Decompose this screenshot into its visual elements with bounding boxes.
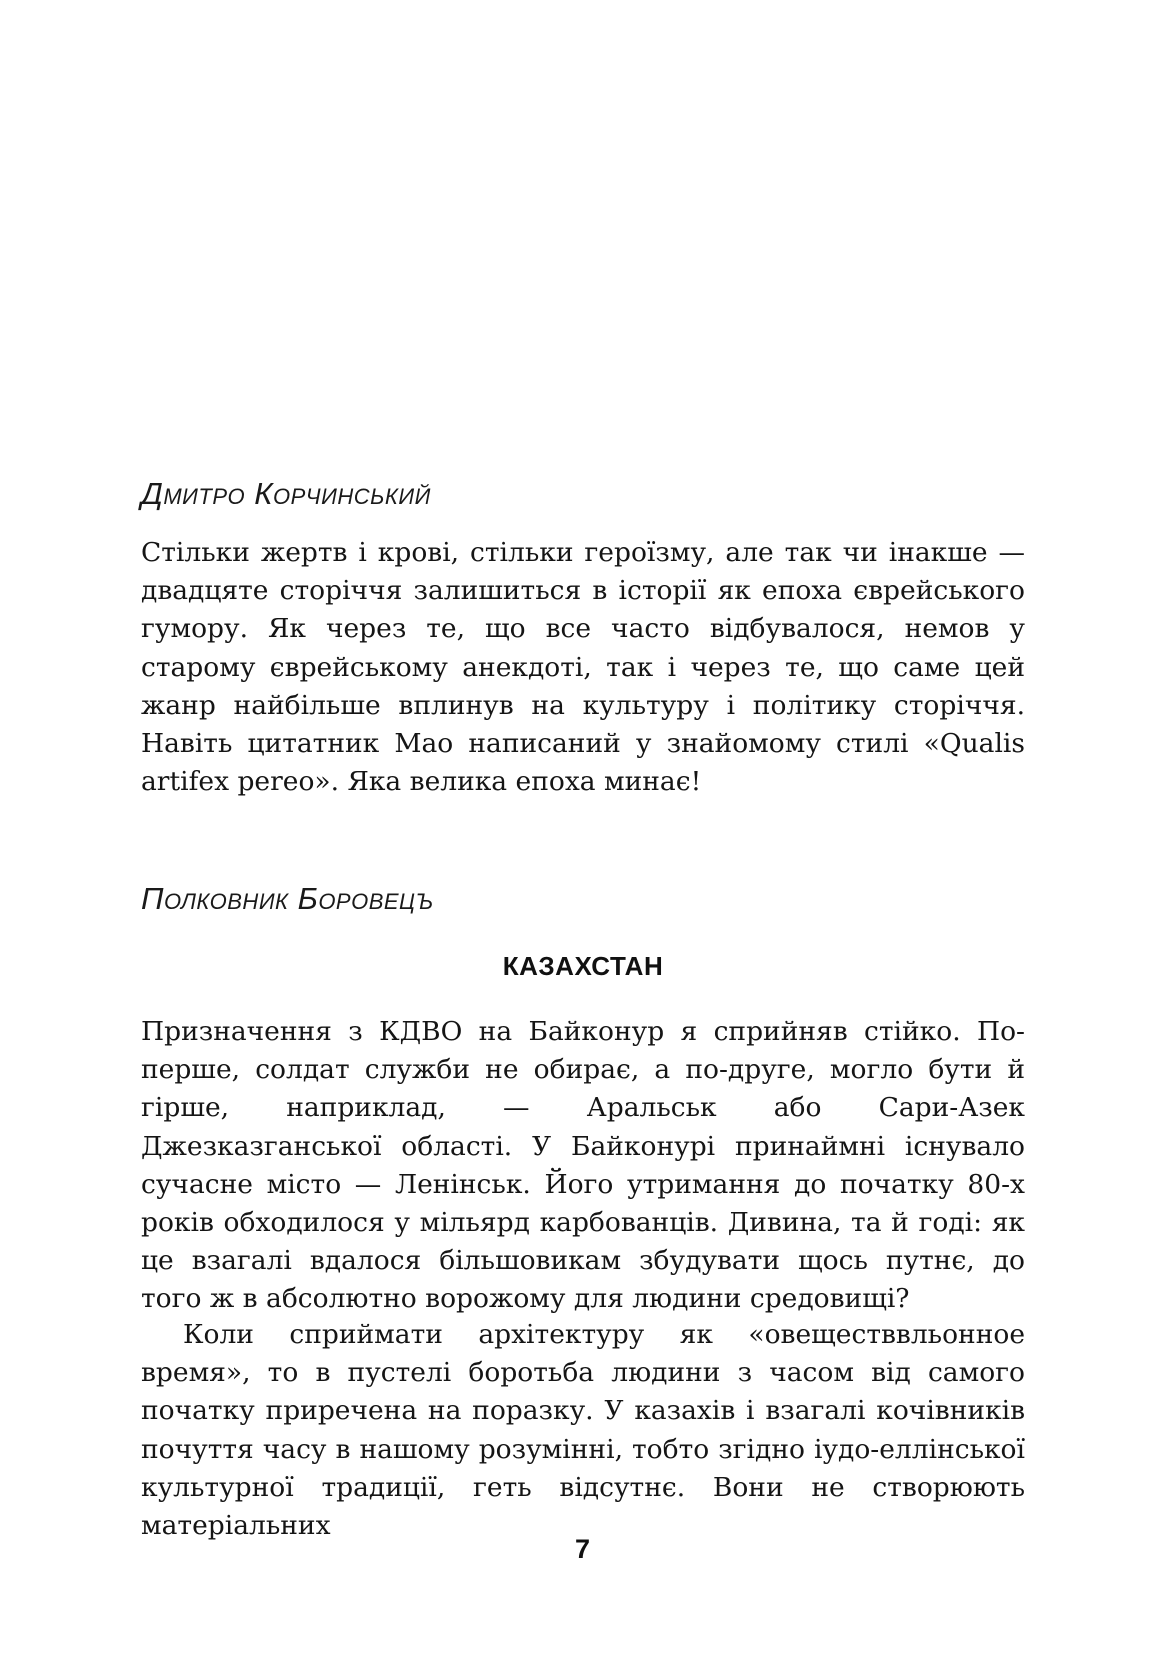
body-paragraph-1: Призначення з КДВО на Байконур я сприйняв стійко. По-перше, солдат служби не обирає, а по-друге, могло бути й гірше, наприклад, — Аральськ або Сари-Азек Джезказганської області. У Байконурі принаймні існувало сучасне місто — Ленінськ. Його утримання до початку 80-х років обходилося у мільярд карбованців. Дивина, та й годі: як це взагалі вдалося більшовикам збудувати щось путнє, до того ж в абсолютно ворожому для людини средовищі? — [141, 1016, 1025, 1315]
quote-paragraph: Стільки жертв і крові, стільки героїзму, але так чи інакше — двадцяте сторіччя залишиться в історії як епоха єврейського гумору. Як через те, що все часто відбувалося, немов у старому єврейському анекдоті, так і через те, що саме цей жанр найбільше вплинув на культуру і політику сторіччя. Навіть цитатник Мао написаний у знайомому стилі «Qualis artifex pereo». Яка велика епоха минає! — [141, 537, 1025, 798]
author-name-korchynskyi: Дмитро Корчинський — [141, 476, 431, 511]
chapter-title: КАЗАХСТАН — [502, 951, 664, 981]
page-number: 7 — [574, 1534, 591, 1564]
body-paragraph-2: Коли сприймати архітектуру як «овеществвльонное время», то в пустелі боротьба людини з часом від самого початку приречена на поразку. У казахів і взагалі кочівників почуття часу в нашому розумінні, тобто згідно іудо-еллінської культурної традиції, геть відсутнє. Вони не створюють матеріальних — [141, 1319, 1025, 1542]
author-name-borovets: Полковник Боровецъ — [141, 881, 434, 916]
